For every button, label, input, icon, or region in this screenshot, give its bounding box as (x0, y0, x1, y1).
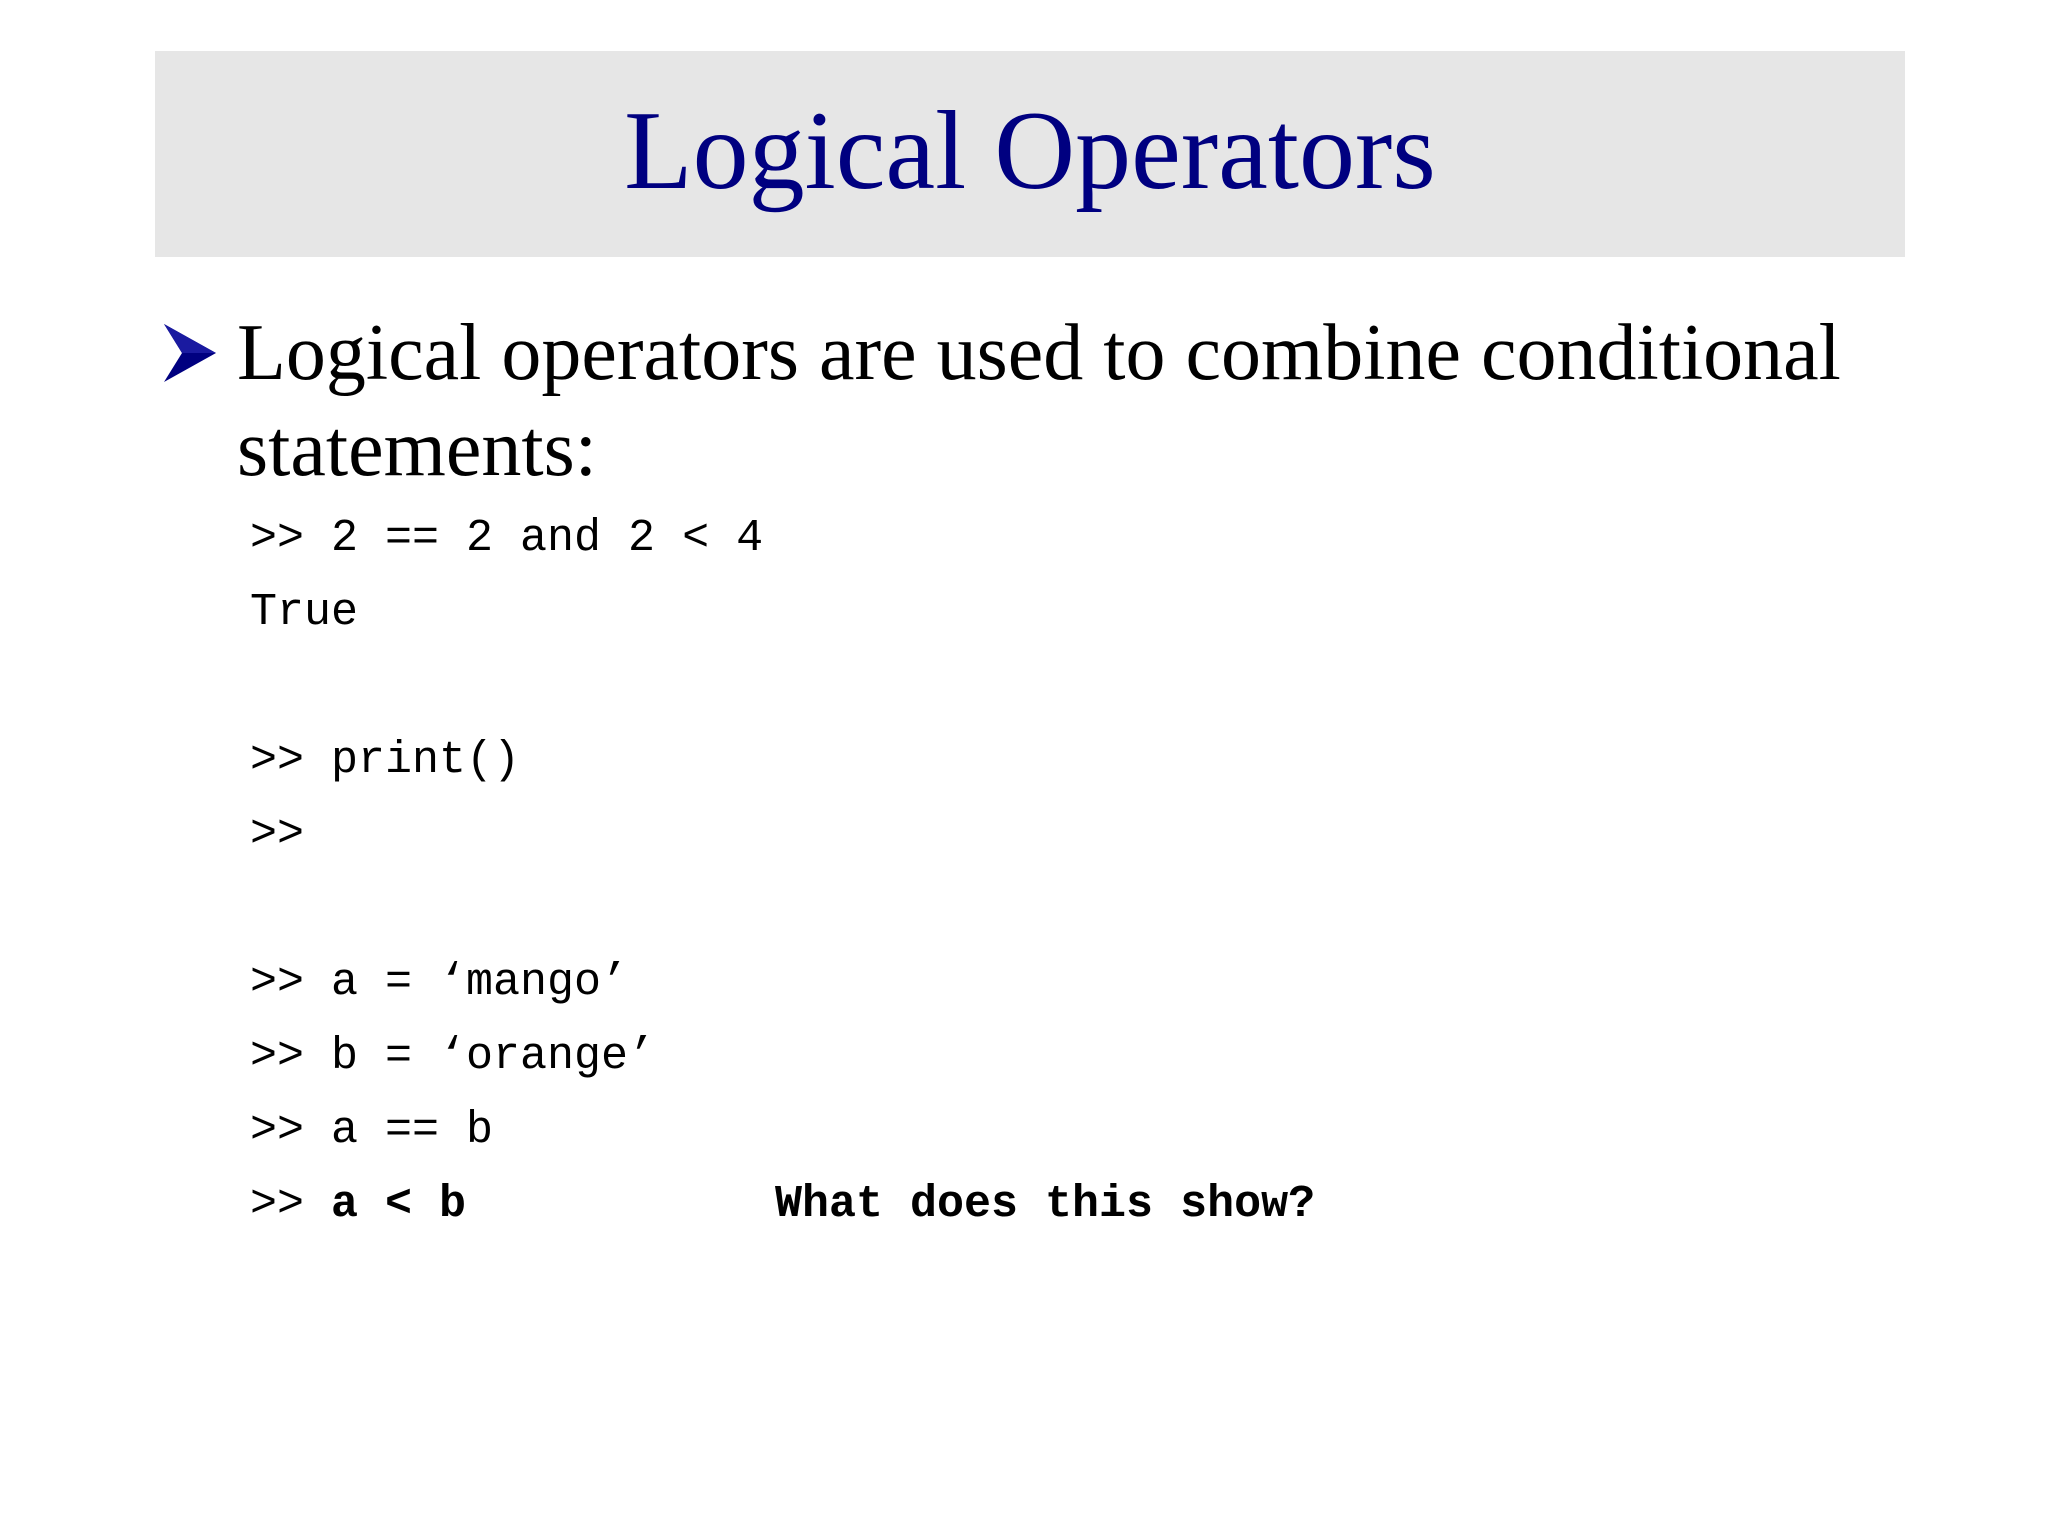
code-line-highlight (250, 1179, 467, 1230)
code-line: >> b = ‘orange’ (250, 1031, 656, 1082)
arrow-bullet-icon (160, 318, 220, 388)
code-line: >> print() (250, 735, 521, 786)
code-line: >> (250, 809, 305, 860)
code-prompt: >> (250, 1179, 332, 1230)
bullet-text: Logical operators are used to combine conditional statements: (237, 309, 1841, 493)
code-line: >> a == b (250, 1105, 494, 1156)
code-line: >> 2 == 2 and 2 < 4 (250, 513, 764, 564)
code-bold-expression: a < b (331, 1179, 467, 1230)
slide-title: Logical Operators (624, 89, 1436, 213)
question-text: What does this show? (775, 1179, 1316, 1230)
code-line: >> a = ‘mango’ (250, 957, 629, 1008)
code-output-line: True (250, 587, 359, 638)
title-bar (155, 51, 1905, 257)
